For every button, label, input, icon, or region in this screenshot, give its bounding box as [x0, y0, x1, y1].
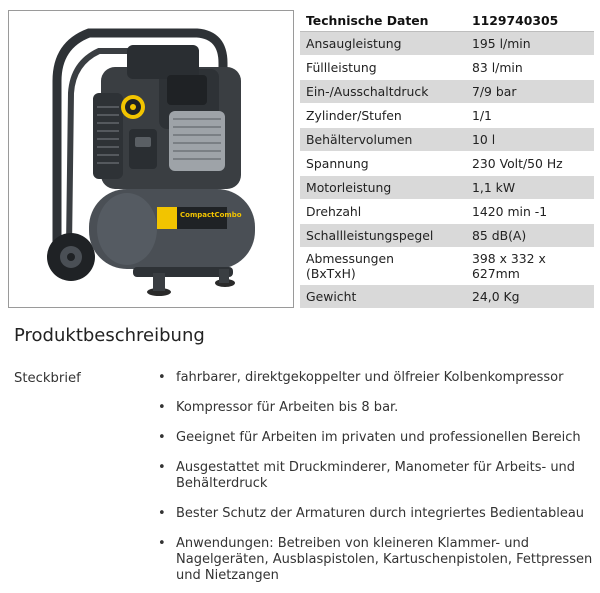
list-item-line: Kompressor für Arbeiten bis 8 bar. [176, 400, 399, 415]
list-item [158, 430, 594, 446]
spec-label: Spannung [300, 152, 466, 176]
spec-header-label: Technische Daten [300, 10, 466, 32]
spec-value: 24,0 Kg [466, 285, 594, 309]
table-row [300, 224, 594, 248]
spec-value-line: 398 x 332 x [472, 251, 546, 266]
spec-table [300, 10, 594, 309]
feature-list [158, 370, 594, 584]
bullet-icon: • [158, 506, 166, 521]
spec-label: Drehzahl [300, 200, 466, 224]
spec-table-header [300, 10, 594, 32]
bullet-icon: • [158, 460, 166, 475]
list-item-line: Ausgestattet mit Druckminderer, Manometer für Arbeits- und [176, 460, 576, 475]
table-row [300, 176, 594, 200]
list-item [158, 370, 594, 386]
spec-label [300, 248, 466, 285]
table-row [300, 248, 594, 285]
list-item-line: Behälterdruck [176, 476, 268, 491]
spec-value: 83 l/min [466, 56, 594, 80]
spec-label: Zylinder/Stufen [300, 104, 466, 128]
list-item [158, 536, 594, 584]
table-row [300, 56, 594, 80]
spec-label: Gewicht [300, 285, 466, 309]
spec-header-value: 1129740305 [466, 10, 594, 32]
bullet-icon: • [158, 400, 166, 415]
spec-value: 230 Volt/50 Hz [466, 152, 594, 176]
spec-value: 7/9 bar [466, 80, 594, 104]
spec-label-line: Abmessungen [306, 251, 394, 266]
table-row [300, 80, 594, 104]
list-item-line: Nagelgeräten, Ausblaspistolen, Kartuschenpistolen, Fettpressen [176, 552, 593, 567]
table-row [300, 32, 594, 56]
table-row [300, 128, 594, 152]
spec-label: Ansaugleistung [300, 32, 466, 56]
list-item-line: und Nietzangen [176, 568, 279, 583]
spec-label: Motorleistung [300, 176, 466, 200]
spec-value: 195 l/min [466, 32, 594, 56]
spec-value: 1/1 [466, 104, 594, 128]
list-item [158, 460, 594, 492]
spec-value: 85 dB(A) [466, 224, 594, 248]
spec-label: Behältervolumen [300, 128, 466, 152]
svg-text:CompactCombo: CompactCombo [180, 211, 242, 219]
spec-value [466, 248, 594, 285]
list-item [158, 506, 594, 522]
compressor-illustration [9, 11, 293, 307]
bullet-icon: • [158, 370, 166, 385]
list-item [158, 400, 594, 416]
bullet-icon: • [158, 536, 166, 551]
spec-label-line: (BxTxH) [306, 266, 356, 281]
spec-value: 1,1 kW [466, 176, 594, 200]
list-item-line: Anwendungen: Betreiben von kleineren Klammer- und [176, 536, 529, 551]
product-image [8, 10, 294, 308]
spec-value: 10 l [466, 128, 594, 152]
spec-label: Ein-/Ausschaltdruck [300, 80, 466, 104]
table-row [300, 200, 594, 224]
list-item-line: Bester Schutz der Armaturen durch integriertes Bedientableau [176, 506, 585, 521]
bullet-icon: • [158, 430, 166, 445]
spec-label: Füllleistung [300, 56, 466, 80]
table-row [300, 104, 594, 128]
spec-value: 1420 min -1 [466, 200, 594, 224]
spec-label: Schallleistungspegel [300, 224, 466, 248]
list-item-line: Geeignet für Arbeiten im privaten und professionellen Bereich [176, 430, 581, 445]
table-row [300, 285, 594, 309]
table-row [300, 152, 594, 176]
list-item-line: fahrbarer, direktgekoppelter und ölfreier Kolbenkompressor [176, 370, 564, 385]
steckbrief-label: Steckbrief [14, 371, 81, 386]
spec-value-line: 627mm [472, 266, 520, 281]
section-title: Produktbeschreibung [14, 325, 205, 346]
